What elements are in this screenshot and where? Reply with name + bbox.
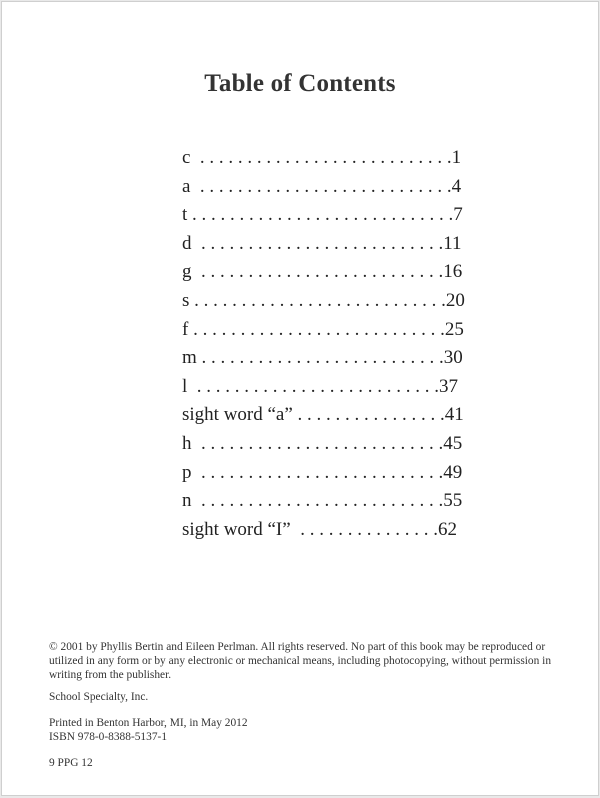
toc-entry: g . . . . . . . . . . . . . . . . . . . . . . . . . .16 [182,261,463,283]
page-title: Table of Contents [204,70,396,97]
toc-entry: p . . . . . . . . . . . . . . . . . . . . . . . . . .49 [182,461,463,483]
toc-entry: sight word “a” . . . . . . . . . . . . . . . .41 [182,404,464,426]
toc-entry: l . . . . . . . . . . . . . . . . . . . . . . . . . .37 [182,375,459,397]
toc-entry: s . . . . . . . . . . . . . . . . . . . . . . . . . . .20 [182,289,465,311]
copyright-notice: © 2001 by Phyllis Bertin and Eileen Perlman. All rights reserved. No part of this book may be reproduced or utilized in any form or by any electronic or mechanical means, including photocopying, without permission in writing from the publisher. [49,641,552,681]
toc-entry: h . . . . . . . . . . . . . . . . . . . . . . . . . .45 [182,432,463,454]
isbn-number: ISBN 978-0-8388-5137-1 [49,731,168,743]
table-of-contents [182,146,465,546]
toc-entry: sight word “I” . . . . . . . . . . . . . . .62 [182,518,457,540]
toc-entry: t . . . . . . . . . . . . . . . . . . . . . . . . . . . .7 [182,204,463,226]
toc-entry: d . . . . . . . . . . . . . . . . . . . . . . . . . .11 [182,232,462,254]
copyright-footer [49,640,569,770]
publisher-name: School Specialty, Inc. [49,691,149,703]
toc-entry: f . . . . . . . . . . . . . . . . . . . . . . . . . . .25 [182,318,464,340]
toc-entry: m . . . . . . . . . . . . . . . . . . . . . . . . . .30 [182,347,463,369]
toc-entry: n . . . . . . . . . . . . . . . . . . . . . . . . . .55 [182,490,463,512]
toc-entry: c . . . . . . . . . . . . . . . . . . . . . . . . . . .1 [182,147,462,168]
toc-entry: a . . . . . . . . . . . . . . . . . . . . . . . . . . .4 [182,175,462,197]
printing-info: Printed in Benton Harbor, MI, in May 2012 [49,717,248,729]
document-page [1,1,599,796]
print-code: 9 PPG 12 [49,757,93,769]
